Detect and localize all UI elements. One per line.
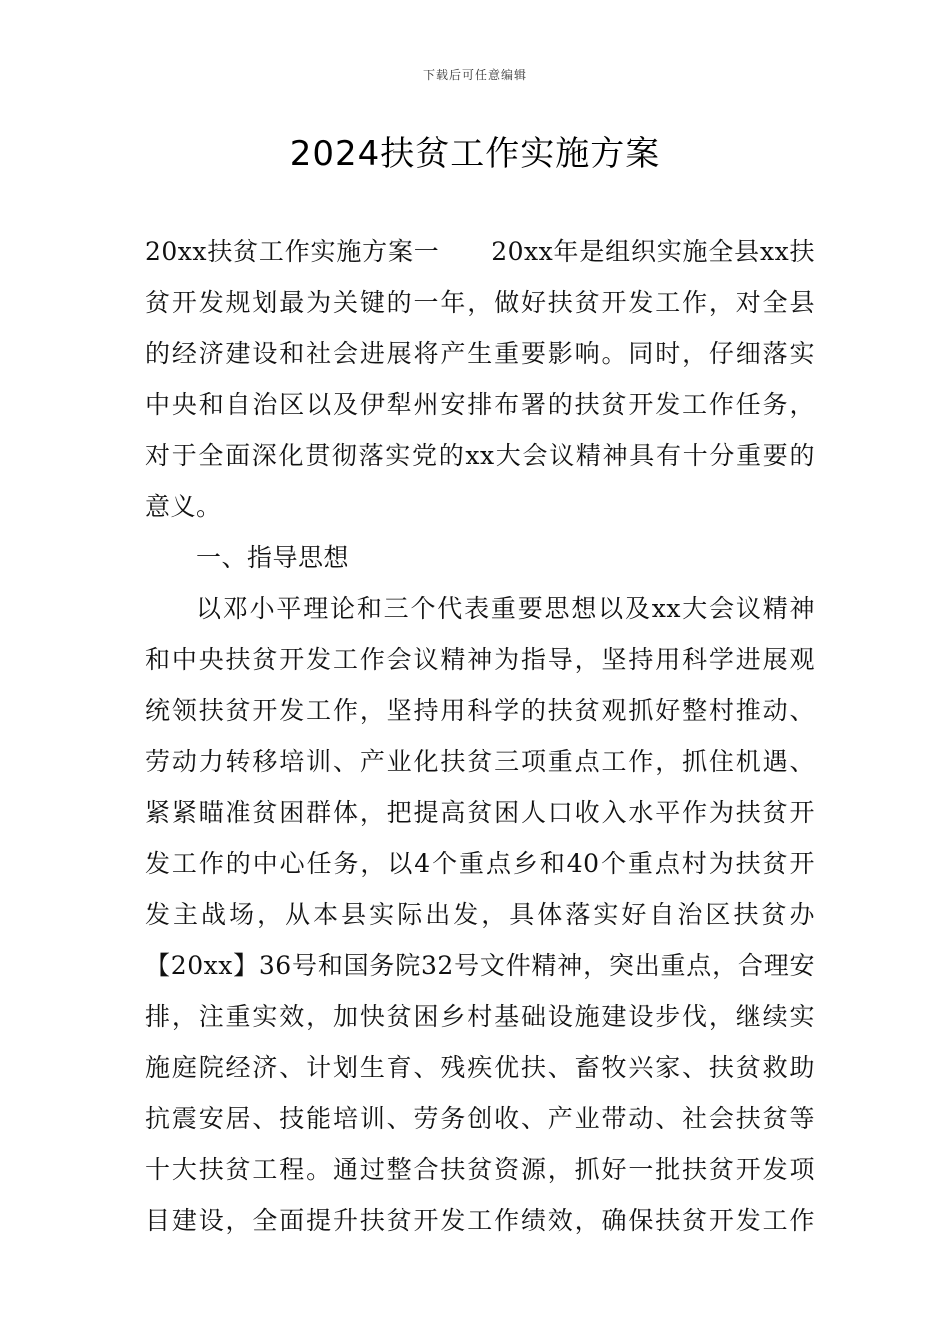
body-line: 意义。: [145, 492, 222, 521]
body-line: 施庭院经济、计划生育、残疾优扶、畜牧兴家、扶贫救助: [145, 1053, 815, 1082]
body-line: 目建设，全面提升扶贫开发工作绩效，确保扶贫开发工作: [145, 1206, 815, 1235]
document-body: [145, 226, 815, 1246]
body-line: 中央和自治区以及伊犁州安排布署的扶贫开发工作任务，: [145, 390, 815, 419]
body-line: 以邓小平理论和三个代表重要思想以及xx大会议精神: [196, 594, 815, 623]
document-title: 2024扶贫工作实施方案: [289, 134, 661, 174]
body-line: 统领扶贫开发工作，坚持用科学的扶贫观抓好整村推动、: [145, 696, 815, 725]
body-line: 排，注重实效，加快贫困乡村基础设施建设步伐，继续实: [145, 1002, 815, 1031]
body-line: 20xx扶贫工作实施方案一 20xx年是组织实施全县xx扶: [145, 237, 815, 266]
body-line: 对于全面深化贯彻落实党的xx大会议精神具有十分重要的: [145, 441, 815, 470]
section-heading: 一、指导思想: [196, 543, 350, 572]
body-line: 发工作的中心任务，以4个重点乡和40个重点村为扶贫开: [145, 849, 815, 878]
header-note: 下载后可任意编辑: [422, 68, 527, 82]
body-line: 十大扶贫工程。通过整合扶贫资源，抓好一批扶贫开发项: [145, 1155, 815, 1184]
body-line: 贫开发规划最为关键的一年，做好扶贫开发工作，对全县: [145, 288, 815, 317]
body-line: 劳动力转移培训、产业化扶贫三项重点工作，抓住机遇、: [145, 747, 815, 776]
body-line: 的经济建设和社会进展将产生重要影响。同时，仔细落实: [145, 339, 815, 368]
body-line: 紧紧瞄准贫困群体，把提高贫困人口收入水平作为扶贫开: [145, 798, 815, 827]
body-line: 发主战场，从本县实际出发，具体落实好自治区扶贫办: [145, 900, 815, 929]
body-line: 【20xx】36号和国务院32号文件精神，突出重点，合理安: [145, 951, 815, 980]
body-line: 和中央扶贫开发工作会议精神为指导，坚持用科学进展观: [145, 645, 815, 674]
body-line: 抗震安居、技能培训、劳务创收、产业带动、社会扶贫等: [145, 1104, 815, 1133]
